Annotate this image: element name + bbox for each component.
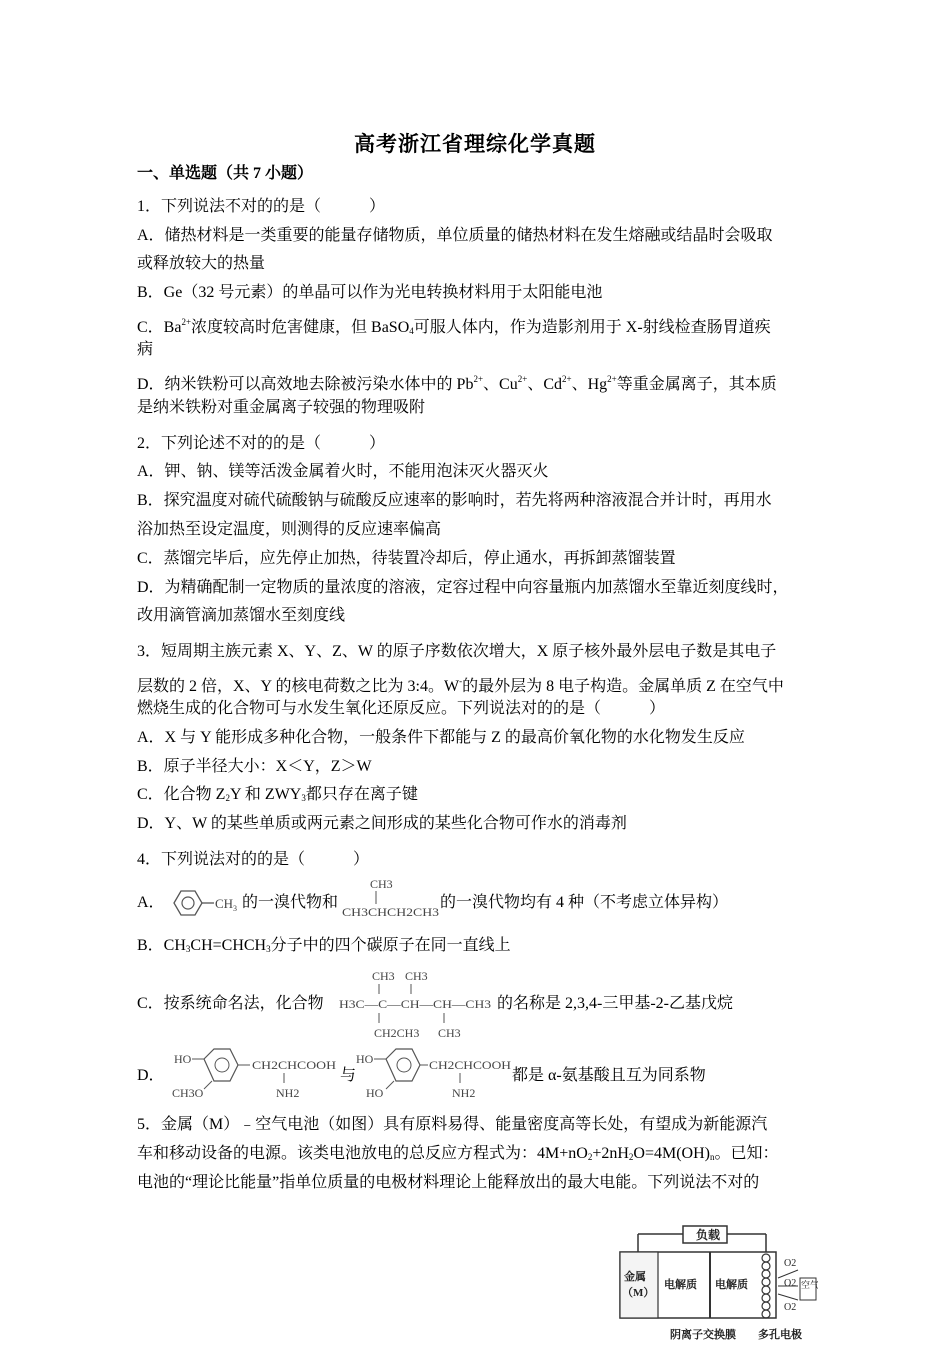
amino-acid-structure-2: [356, 1045, 512, 1105]
q5-stem-cont2: 电池的“理论比能量”指单位质量的电极材料理论上能释放出的最大电能。下列说法不对的: [137, 1174, 760, 1191]
q1-option-d: D．纳米铁粉可以高效地去除被污染水体中的 $Pb^{2+}$、$Cu^{2+}$、$Cd^{2+}$、$Hg^{2+}$等重金属离子，其本质: [137, 374, 777, 393]
q2-option-a: A．钾、钠、镁等活泼金属着火时，不能用泡沫灭火器灭火: [137, 463, 549, 480]
svg-text:多孔电极: 多孔电极: [758, 1329, 802, 1341]
q4-option-a-post: 的一溴代物均有 4 种（不考虑立体异构）: [440, 894, 729, 911]
q2-option-d-cont: 改用滴管滴加蒸馏水至刻度线: [137, 607, 346, 624]
svg-text:（M）: （M）: [622, 1287, 655, 1299]
q1-option-b: B．Ge（32 号元素）的单晶可以作为光电转换材料用于太阳能电池: [137, 284, 603, 301]
q4-option-a-mid: 的一溴代物和: [242, 894, 339, 911]
q1-stem: 1．下列说法不对的的是（ ）: [137, 198, 386, 215]
svg-text:CH3: CH3: [405, 969, 428, 983]
svg-text:CH3O: CH3O: [172, 1086, 204, 1100]
q5-stem: 5．金属（M）﹣空气电池（如图）具有原料易得、能量密度高等长处，有望成为新能源汽: [137, 1116, 768, 1133]
svg-text:NH2: NH2: [452, 1086, 476, 1100]
isopentane-structure: [342, 874, 440, 922]
q3-stem: 3．短周期主族元素 X、Y、Z、W 的原子序数依次增大，X 原子核外最外层电子数是其电子: [137, 643, 777, 660]
svg-text:负载: 负载: [696, 1228, 721, 1242]
q2-option-b-cont: 浴加热至设定温度，则测得的反应速率偏高: [137, 521, 442, 538]
q2-stem: 2．下列论述不对的的是（ ）: [137, 435, 386, 452]
amino-acid-structure-1: [168, 1045, 338, 1105]
svg-text:电解质: 电解质: [715, 1279, 748, 1291]
svg-text:O2: O2: [784, 1278, 797, 1289]
alkane-structure: [339, 965, 495, 1045]
q3-option-d: D．Y、W 的某些单质或两元素之间形成的某些化合物可作水的消毒剂: [137, 815, 627, 832]
svg-text:HO: HO: [366, 1086, 384, 1100]
q1-option-c-cont: 病: [137, 341, 154, 358]
toluene-structure: [166, 884, 242, 922]
page-title: 高考浙江省理综化学真题: [354, 132, 596, 156]
svg-text:CH3: CH3: [372, 969, 395, 983]
q1-option-d-cont: 是纳米铁粉对重金属离子较强的物理吸附: [137, 399, 426, 416]
q3-option-c: C．化合物 $Z_2Y$ 和 $ZWY_3$都只存在离子键: [137, 786, 418, 803]
svg-text:H3C—C—CH—CH—CH3: H3C—C—CH—CH—CH3: [339, 997, 491, 1011]
q1-option-c: C．$Ba^{2+}$浓度较高时危害健康，但 BaSO$_4$可服人体内，作为造影剂用于 X-射线检查肠胃道疾: [137, 317, 771, 336]
q4-option-a-label: A．: [137, 894, 165, 911]
q1-option-a: A．储热材料是一类重要的能量存储物质，单位质量的储热材料在发生熔融或结晶时会吸取: [137, 227, 773, 244]
metal-electrode: [620, 1252, 658, 1318]
q4-option-c-post: 的名称是 2,3,4-三甲基-2-乙基戊烷: [497, 995, 733, 1012]
q4-stem: 4．下列说法对的的是（ ）: [137, 851, 370, 868]
svg-text:CH3CHCH2CH3: CH3CHCH2CH3: [342, 905, 439, 919]
svg-text:O2: O2: [784, 1302, 797, 1313]
metal-air-battery-figure: [618, 1222, 818, 1344]
svg-text:CH2CHCOOH: CH2CHCOOH: [429, 1058, 512, 1072]
svg-text:阴离子交换膜: 阴离子交换膜: [670, 1329, 736, 1341]
svg-text:CH: CH: [215, 896, 234, 911]
q5-stem-cont: 车和移动设备的电源。该类电池放电的总反应方程式为：$4M+nO_2+2nH_2O=4M(OH)_n$。已知：: [137, 1145, 779, 1162]
svg-text:金属: 金属: [624, 1271, 646, 1283]
q4-option-d-mid: 与: [340, 1067, 357, 1084]
q2-option-b: B．探究温度对硫代硫酸钠与硫酸反应速率的影响时，若先将两种溶液混合并计时，再用水: [137, 492, 772, 509]
q3-stem-cont: 层数的 2 倍，X、Y 的核电荷数之比为 3:4。W-的最外层为 8 电子构造。金属单质 Z 在空气中: [137, 676, 784, 695]
svg-text:电解质: 电解质: [664, 1279, 697, 1291]
svg-text:NH2: NH2: [276, 1086, 300, 1100]
q3-stem-cont2: 燃烧生成的化合物可与水发生氧化还原反应。下列说法对的的是（ ）: [137, 700, 666, 717]
svg-text:CH2CH3: CH2CH3: [374, 1026, 420, 1040]
section-heading: 一、单选题（共 7 小题）: [137, 165, 314, 182]
svg-text:O2: O2: [784, 1258, 797, 1269]
q4-option-c-pre: C．按系统命名法，化合物: [137, 995, 324, 1012]
q4-option-d-post: 都是 α-氨基酸且互为同系物: [512, 1067, 706, 1084]
q3-option-b: B．原子半径大小：X＜Y，Z＞W: [137, 758, 372, 775]
q2-option-c: C．蒸馏完毕后，应先停止加热，待装置冷却后，停止通水，再拆卸蒸馏装置: [137, 550, 676, 567]
q1-option-a-cont: 或释放较大的热量: [137, 255, 266, 272]
svg-text:CH2CHCOOH: CH2CHCOOH: [252, 1058, 337, 1072]
svg-text:CH3: CH3: [370, 877, 393, 891]
q3-option-a: A．X 与 Y 能形成多种化合物，一般条件下都能与 Z 的最高价氧化物的水化物发生反应: [137, 729, 745, 746]
q2-option-d: D．为精确配制一定物质的量浓度的溶液，定容过程中向容量瓶内加蒸馏水至靠近刻度线时，: [137, 579, 789, 596]
svg-text:HO: HO: [356, 1052, 374, 1066]
svg-text:HO: HO: [174, 1052, 192, 1066]
q4-option-d-label: D．: [137, 1067, 165, 1084]
svg-text:3: 3: [233, 904, 237, 913]
q4-option-b: B．$CH_3CH=CHCH_3$分子中的四个碳原子在同一直线上: [137, 937, 511, 954]
svg-text:CH3: CH3: [438, 1026, 461, 1040]
svg-text:空气: 空气: [801, 1280, 818, 1290]
